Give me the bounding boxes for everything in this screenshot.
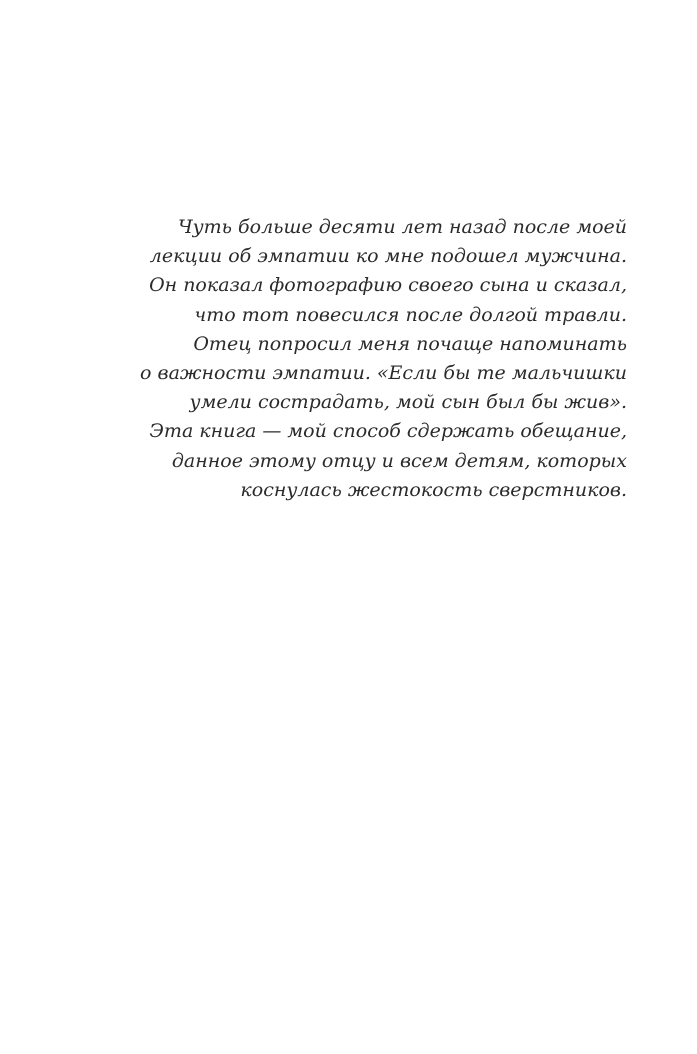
dedication-line: Эта книга — мой способ сдержать обещание, — [149, 420, 627, 443]
dedication-line: данное этому отцу и всем детям, которых — [171, 449, 627, 472]
dedication-text — [107, 213, 627, 505]
dedication-line: лекции об эмпатии ко мне подошел мужчина. — [149, 245, 627, 268]
dedication-line: о важности эмпатии. «Если бы те мальчишки — [140, 362, 627, 385]
dedication-line: что тот повесился после долгой травли. — [194, 303, 627, 326]
dedication-line: коснулась жестокость сверстников. — [240, 478, 627, 501]
dedication-line: Чуть больше десяти лет назад после моей — [177, 216, 627, 238]
dedication-line: Отец попросил меня почаще напоминать — [193, 332, 627, 355]
dedication-line: Он показал фотографию своего сына и сказал, — [149, 274, 627, 297]
dedication-line: умели сострадать, мой сын был бы жив». — [189, 391, 627, 414]
